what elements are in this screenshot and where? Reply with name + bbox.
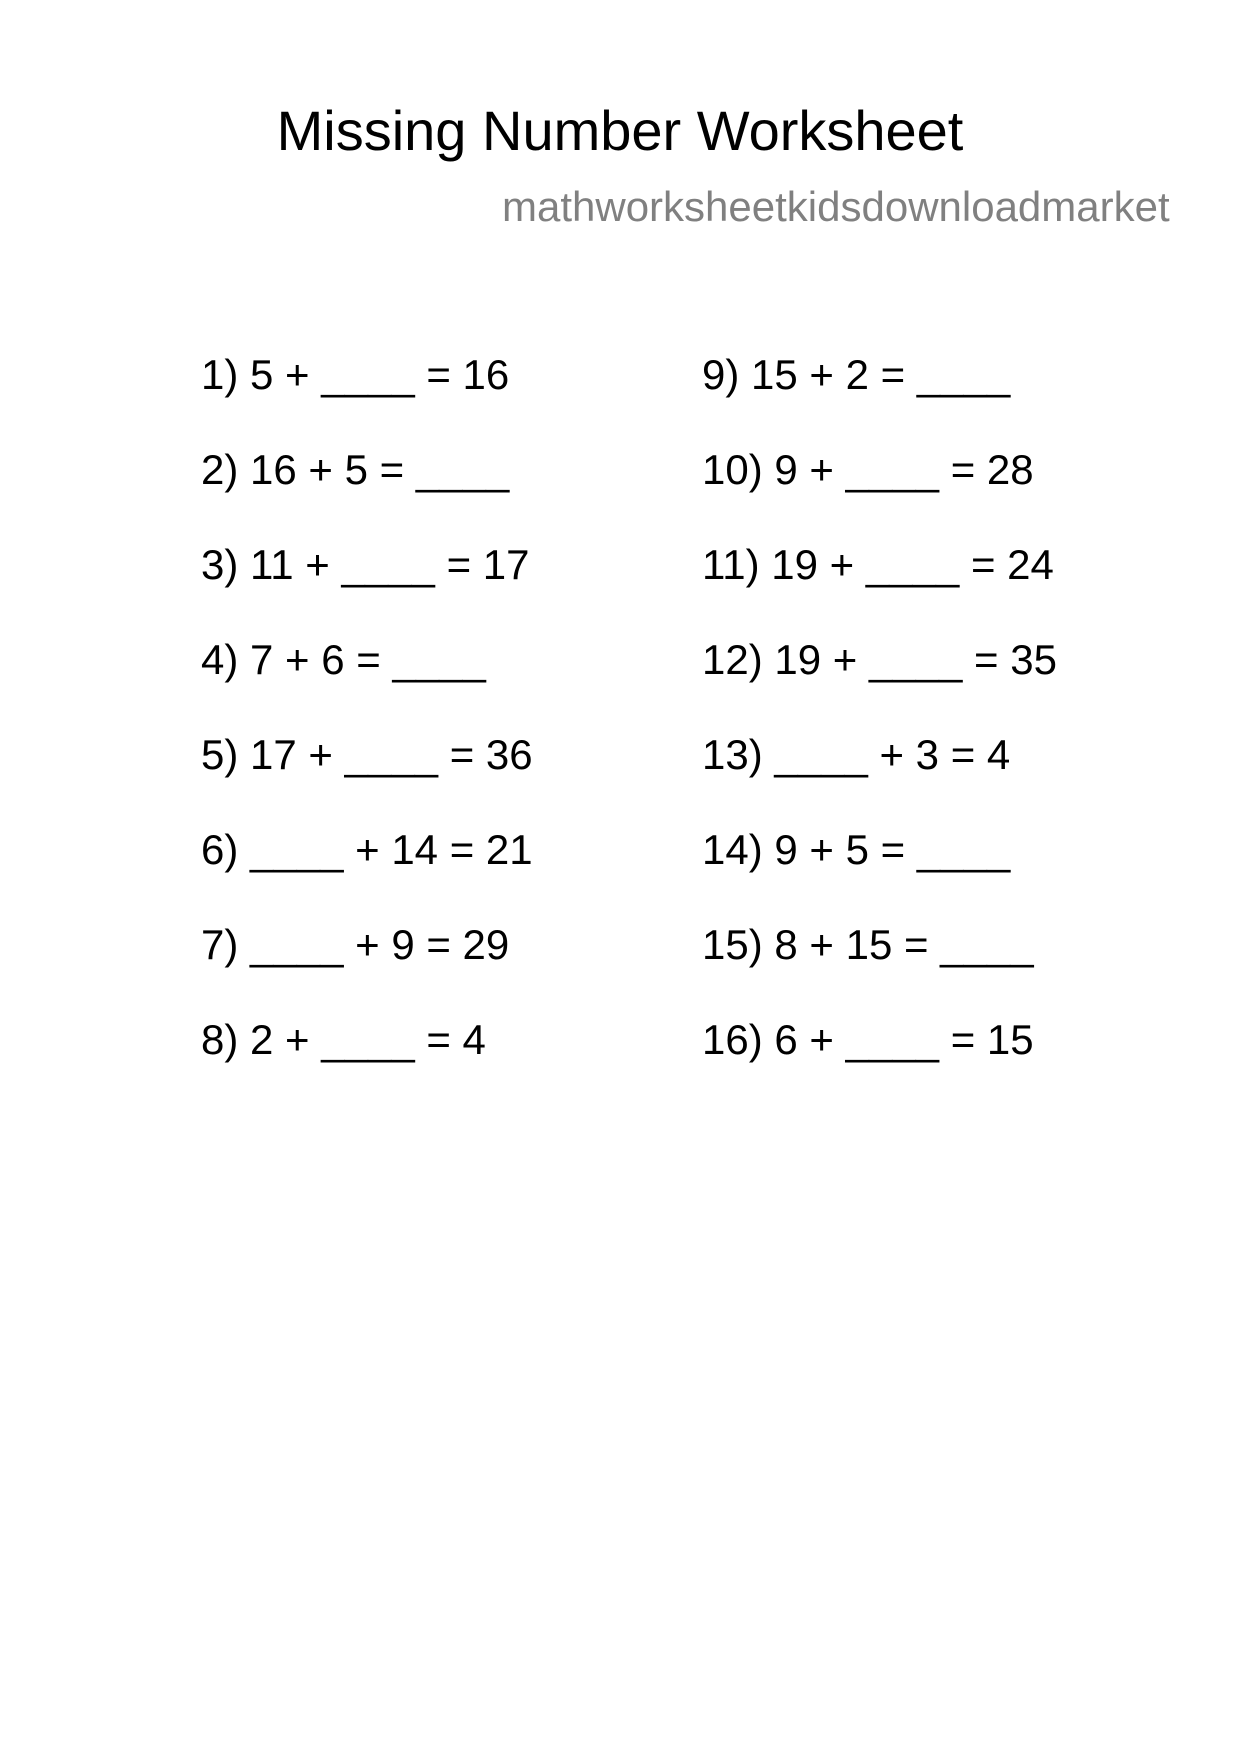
problem-10: 10) 9 + ____ = 28 [702,446,1034,493]
problem-14: 14) 9 + 5 = ____ [702,826,1011,873]
problem-3: 3) 11 + ____ = 17 [201,541,530,588]
problem-4: 4) 7 + 6 = ____ [201,636,486,683]
problem-16: 16) 6 + ____ = 15 [702,1016,1034,1063]
problem-13: 13) ____ + 3 = 4 [702,731,1011,778]
page-title: Missing Number Worksheet [276,99,964,162]
problem-8: 8) 2 + ____ = 4 [201,1016,486,1063]
problem-5: 5) 17 + ____ = 36 [201,731,533,778]
problem-1: 1) 5 + ____ = 16 [201,351,510,398]
page-subtitle-watermark: mathworksheetkidsdownloadmarket [502,183,1170,230]
problem-7: 7) ____ + 9 = 29 [201,921,510,968]
problem-15: 15) 8 + 15 = ____ [702,921,1034,968]
problem-9: 9) 15 + 2 = ____ [702,351,1011,398]
problem-2: 2) 16 + 5 = ____ [201,446,510,493]
problem-11: 11) 19 + ____ = 24 [702,541,1054,588]
problem-6: 6) ____ + 14 = 21 [201,826,533,873]
problem-12: 12) 19 + ____ = 35 [702,636,1057,683]
